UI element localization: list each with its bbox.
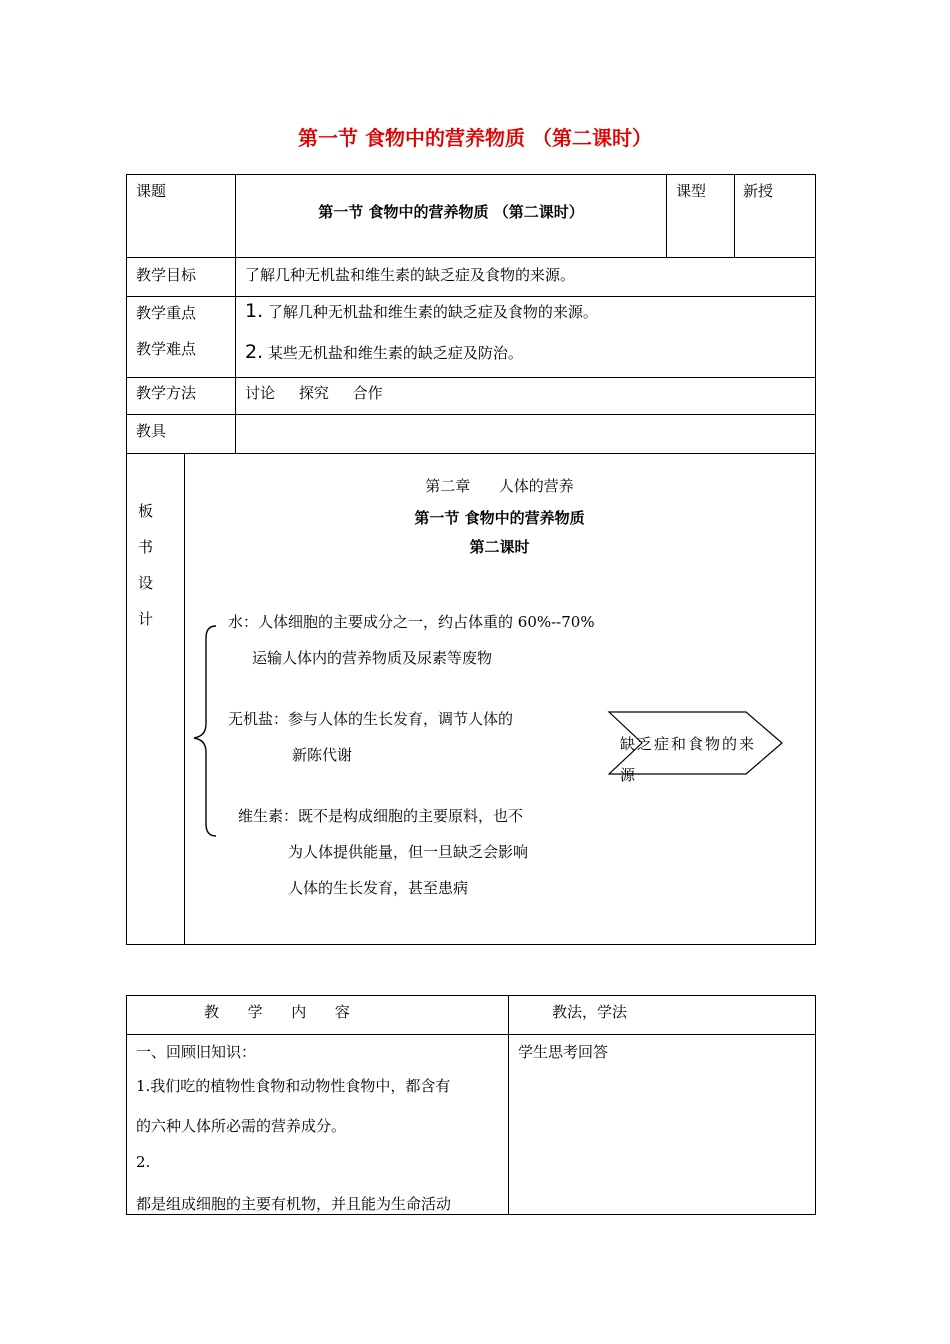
content-header: 教 学 内 容 xyxy=(204,1003,350,1021)
mineral-line-2: 新陈代谢 xyxy=(292,746,353,764)
board-label-char-2: 书 xyxy=(138,538,154,556)
topic-value: 第一节 食物中的营养物质 （第二课时） xyxy=(318,203,584,221)
method-header: 教法，学法 xyxy=(552,1003,628,1021)
goal-value: 了解几种无机盐和维生素的缺乏症及食物的来源。 xyxy=(245,266,576,284)
board-chapter: 第二章 人体的营养 xyxy=(425,477,574,495)
vitamin-line-1: 维生素：既不是构成细胞的主要原料，也不 xyxy=(238,807,524,825)
student-note: 学生思考回答 xyxy=(518,1043,609,1061)
vitamin-line-3: 人体的生长发育，甚至患病 xyxy=(288,879,469,897)
board-lesson: 第二课时 xyxy=(469,538,530,556)
board-label-char-1: 板 xyxy=(138,502,154,520)
key-label: 教学重点 xyxy=(136,304,197,322)
review-title: 一、回顾旧知识： xyxy=(136,1043,257,1061)
key-item-1: 1. 了解几种无机盐和维生素的缺乏症及食物的来源。 xyxy=(245,300,598,322)
board-label-char-4: 计 xyxy=(138,610,154,628)
water-line-2: 运输人体内的营养物质及尿素等废物 xyxy=(252,649,493,667)
review-item-1-line-1: 1.我们吃的植物性食物和动物性食物中，都含有 xyxy=(136,1077,451,1095)
type-value: 新授 xyxy=(743,182,774,200)
type-label: 课型 xyxy=(676,182,707,200)
goal-label: 教学目标 xyxy=(136,266,197,284)
water-line-1: 水：人体细胞的主要成分之一，约占体重的 60%--70% xyxy=(228,613,595,631)
board-section: 第一节 食物中的营养物质 xyxy=(414,509,585,527)
document-title: 第一节 食物中的营养物质 （第二课时） xyxy=(298,126,652,150)
arrow-text-1: 缺乏症和食物的来 xyxy=(620,735,757,753)
tools-label: 教具 xyxy=(136,422,167,440)
difficulty-label: 教学难点 xyxy=(136,340,197,358)
method-value: 讨论 探究 合作 xyxy=(245,384,383,402)
board-label-char-3: 设 xyxy=(138,574,154,592)
review-item-2-line-2: 都是组成细胞的主要有机物，并且能为生命活动 xyxy=(136,1195,452,1213)
arrow-text-2: 源 xyxy=(620,766,636,784)
vitamin-line-2: 为人体提供能量，但一旦缺乏会影响 xyxy=(288,843,529,861)
review-item-2: 2. xyxy=(136,1153,151,1171)
review-item-1-line-2: 的六种人体所必需的营养成分。 xyxy=(136,1117,347,1135)
mineral-line-1: 无机盐：参与人体的生长发育，调节人体的 xyxy=(228,710,514,728)
curly-brace-icon xyxy=(190,624,220,840)
method-label: 教学方法 xyxy=(136,384,197,402)
key-item-2: 2. 某些无机盐和维生素的缺乏症及防治。 xyxy=(245,341,523,363)
topic-label: 课题 xyxy=(136,182,167,200)
